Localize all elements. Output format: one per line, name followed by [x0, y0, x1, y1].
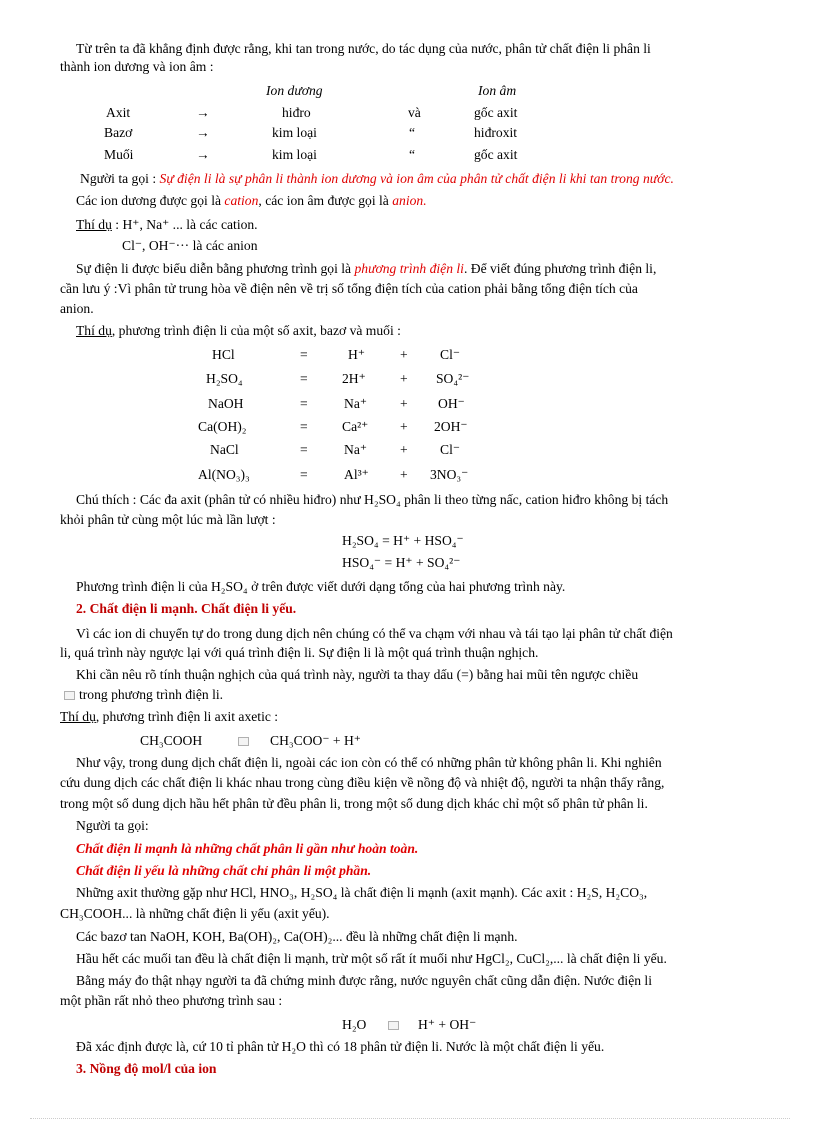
water-note: Đã xác định được là, cứ 10 tỉ phân tử H₂O thì có 18 phân tử điện li. Nước là một chất điện li yếu. — [76, 1039, 605, 1054]
definition-text: Sự điện li là sự phân li thành ion dương và ion âm của phân tử chất điện li khi tan trong nước. — [159, 171, 674, 186]
equation-equals: = — [300, 371, 308, 386]
section-2-heading: 2. Chất điện li mạnh. Chất điện li yếu. — [76, 601, 297, 616]
example-cations — [76, 216, 776, 234]
equation-equals: = — [300, 467, 308, 482]
ion-table-row-conj: và — [408, 105, 421, 120]
equation-equals: = — [300, 442, 308, 457]
equation-left: HCl — [212, 347, 235, 362]
equation-ion-1: Al³⁺ — [344, 467, 369, 482]
cation-term: cation — [224, 193, 259, 208]
ion-table-row-conj: “ — [409, 125, 416, 140]
equation-plus: + — [400, 371, 408, 386]
ion-table-row-pos: kim loại — [272, 147, 317, 162]
equation-ion-1: H⁺ — [348, 347, 365, 362]
section-2-p2-line-1: Khi cần nêu rõ tính thuận nghịch của quá trình này, người ta thay dấu (=) bằng hai mũi tên ngược chiều — [76, 667, 639, 682]
note-line-2: khỏi phân tử cùng một lúc mà lần lượt : — [60, 512, 276, 527]
example-label: Thí dụ — [60, 709, 96, 724]
section-2-p3-line-1: Như vậy, trong dung dịch chất điện li, ngoài các ion còn có thể có những phân tử không phân li. Khi nghiên — [76, 755, 662, 770]
section-2-p1-line-1: Vì các ion di chuyển tự do trong dung dịch nên chúng có thể va chạm với nhau và tái tạo lại phân tử chất điện — [76, 626, 673, 641]
example-label: Thí dụ — [76, 323, 112, 338]
arrow-icon: → — [196, 147, 210, 162]
intro-line-2: thành ion dương và ion âm : — [60, 59, 214, 74]
ion-table-row-neg: gốc axit — [474, 105, 518, 120]
equation-ion-2: Cl⁻ — [440, 442, 461, 457]
section-3-heading: 3. Nồng độ mol/l của ion — [76, 1061, 217, 1076]
equation-ion-1: Na⁺ — [344, 396, 368, 411]
equation-term: phương trình điện li — [354, 261, 464, 276]
equation-plus: + — [400, 347, 408, 362]
section-2-call: Người ta gọi: — [76, 818, 149, 833]
equation-ion-1: Na⁺ — [344, 442, 368, 457]
ion-table-row-name: Bazơ — [104, 125, 133, 140]
equation-plus: + — [400, 419, 408, 434]
definition-prefix: Người ta gọi : — [80, 171, 157, 186]
acids-line-1: Những axit thường gặp như HCl, HNO₃, H₂SO₄ là chất điện li mạnh (axit mạnh). Các axit : H₂S, H₂CO₃, — [76, 885, 648, 900]
equation-para-line-1 — [76, 260, 776, 278]
equation-plus: + — [400, 442, 408, 457]
equation-equals: = — [300, 347, 308, 362]
cation-anion-line — [76, 192, 776, 210]
anion-term: anion. — [392, 193, 427, 208]
reversible-arrow-icon — [64, 691, 75, 700]
equation-left: Al(NO₃)₃ — [198, 467, 250, 482]
stepwise-equation-2: HSO₄⁻ = H⁺ + SO₄²⁻ — [342, 555, 461, 570]
acetic-right: CH₃COO⁻ + H⁺ — [270, 733, 361, 748]
water-right: H⁺ + OH⁻ — [418, 1017, 477, 1032]
ion-table-head-negative: Ion âm — [478, 83, 517, 98]
example-anions: Cl⁻, OH⁻··· là các anion — [122, 238, 258, 253]
water-left: H₂O — [342, 1017, 367, 1032]
section-2-p3-line-3: trong một số dung dịch hầu hết phân tử đều phân li, trong một số dung dịch khác chỉ một số phân tử phân li. — [60, 796, 648, 811]
acetic-left: CH₃COOH — [140, 733, 203, 748]
arrow-icon: → — [196, 125, 210, 140]
ion-table-row-pos: hiđro — [282, 105, 311, 120]
equation-ion-2: 3NO₃⁻ — [430, 467, 469, 482]
ion-table-row-neg: hiđroxit — [474, 125, 518, 140]
ion-table-row-neg: gốc axit — [474, 147, 518, 162]
ion-table-row-name: Muối — [104, 147, 134, 162]
equation-para-text: Sự điện li được biểu diễn bằng phương trình gọi là — [76, 261, 352, 276]
equation-ion-2: SO₄²⁻ — [436, 371, 470, 386]
equation-ion-2: 2OH⁻ — [434, 419, 468, 434]
section-2-p2-line-2 — [60, 686, 760, 704]
arrow-icon: → — [196, 105, 210, 120]
weak-electrolyte-definition: Chất điện li yếu là những chất chỉ phân li một phần. — [76, 863, 372, 878]
ion-table-row-conj: “ — [409, 147, 416, 162]
strong-electrolyte-definition: Chất điện li mạnh là những chất phân li gần như hoàn toàn. — [76, 841, 419, 856]
salts-line: Hầu hết các muối tan đều là chất điện li mạnh, trừ một số rất ít muối như HgCl₂, CuCl₂,... là chất điện li yếu. — [76, 951, 667, 966]
example-label: Thí dụ — [76, 217, 112, 232]
example-2 — [76, 322, 776, 340]
definition-line — [80, 170, 780, 188]
cation-line-text-2: , các ion âm được gọi là — [258, 193, 389, 208]
acids-line-2: CH₃COOH... là những chất điện li yếu (axit yếu). — [60, 906, 330, 921]
page-bottom-divider — [30, 1118, 790, 1119]
ion-table-head-positive: Ion dương — [266, 83, 323, 98]
equation-para-text-2: . Để viết đúng phương trình điện li, — [463, 261, 657, 276]
note-summary: Phương trình điện li của H₂SO₄ ở trên được viết dưới dạng tổng của hai phương trình này. — [76, 579, 566, 594]
equation-plus: + — [400, 396, 408, 411]
equation-equals: = — [300, 419, 308, 434]
stepwise-equation-1: H₂SO₄ = H⁺ + HSO₄⁻ — [342, 533, 464, 548]
equation-ion-2: Cl⁻ — [440, 347, 461, 362]
section-2-p2-line-2-text: trong phương trình điện li. — [79, 687, 224, 702]
example-cations-text: : H⁺, Na⁺ ... là các cation. — [115, 217, 258, 232]
cation-line-text: Các ion dương được gọi là — [76, 193, 222, 208]
ion-table-row-name: Axit — [106, 105, 131, 120]
equation-ion-2: OH⁻ — [438, 396, 465, 411]
equation-plus: + — [400, 467, 408, 482]
bases-line: Các bazơ tan NaOH, KOH, Ba(OH)₂, Ca(OH)₂... đều là những chất điện li mạnh. — [76, 929, 518, 944]
section-2-p1-line-2: li, quá trình này ngược lại với quá trình điện li. Sự điện li là một quá trình thuận nghịch. — [60, 645, 539, 660]
equation-left: Ca(OH)₂ — [198, 419, 247, 434]
note-line-1: Chú thích : Các đa axit (phân tử có nhiều hiđro) như H₂SO₄ phân li theo từng nấc, cation hiđro không bị tách — [76, 492, 669, 507]
water-line-2: một phần rất nhỏ theo phương trình sau : — [60, 993, 283, 1008]
equation-para-line-3: anion. — [60, 301, 94, 316]
equation-equals: = — [300, 396, 308, 411]
equation-left: NaOH — [208, 396, 244, 411]
intro-line-1: Từ trên ta đã khẳng định được rằng, khi tan trong nước, do tác dụng của nước, phân tử chất điện li phân li — [76, 41, 651, 56]
equation-left: H₂SO₄ — [206, 371, 243, 386]
ion-table-row-pos: kim loại — [272, 125, 317, 140]
section-2-p3-line-2: cứu dung dịch các chất điện li khác nhau trong cùng điều kiện về nồng độ và nhiệt độ, người ta nhận thấy rằng, — [60, 775, 665, 790]
equation-left: NaCl — [210, 442, 239, 457]
example-2-text: , phương trình điện li của một số axit, bazơ và muối : — [111, 323, 401, 338]
acetic-example-text: , phương trình điện li axit axetic : — [95, 709, 279, 724]
water-line-1: Bằng máy đo thật nhạy người ta đã chứng minh được rằng, nước nguyên chất cũng dẫn điện. Nước điện li — [76, 973, 652, 988]
equation-ion-1: Ca²⁺ — [342, 419, 369, 434]
reversible-arrow-icon — [384, 1016, 403, 1034]
equation-ion-1: 2H⁺ — [342, 371, 366, 386]
reversible-arrow-icon — [234, 732, 253, 750]
equation-para-line-2: cần lưu ý :Vì phân tử trung hòa về điện nên về trị số tổng điện tích của cation phải bằng tổng điện tích của — [60, 281, 638, 296]
acetic-example — [60, 708, 760, 726]
